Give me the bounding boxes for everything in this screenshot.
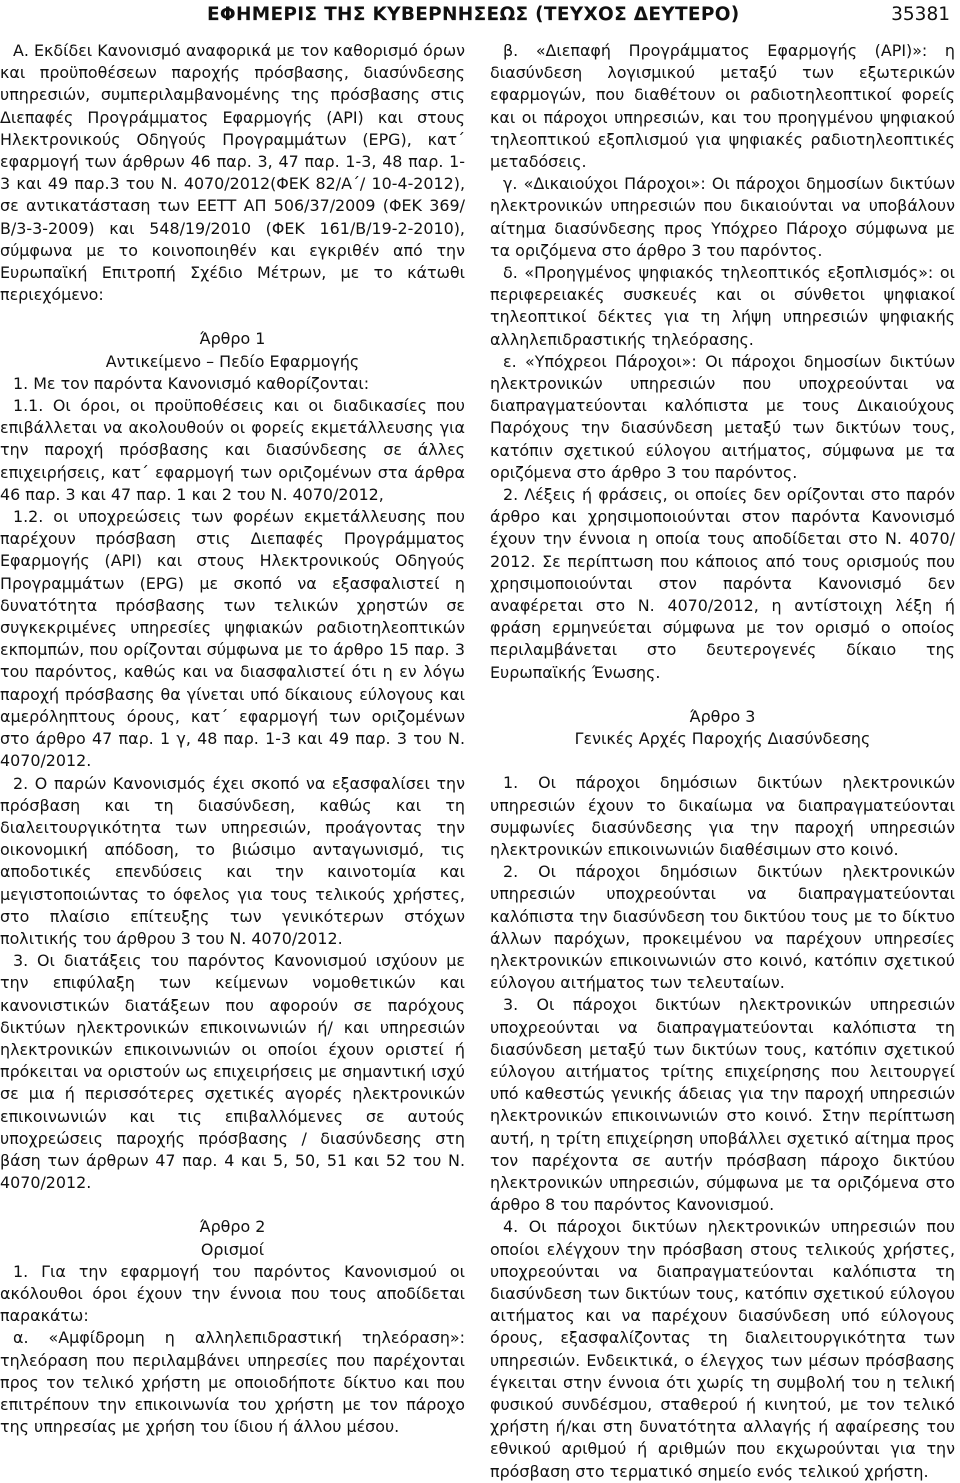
definition-b: β. «Διεπαφή Προγράμματος Εφαρμογής (API)»: η διασύνδεση λογισμικού μεταξύ των εξωτερικών εφαρμογών, που διαθέτουν οι ραδιοτηλεοπτικοί φορείς και οι πάροχοι υπηρεσιών, και του προηγμένου ψηφιακού τηλεοπτικού εξοπλισμού για ψηφιακές ραδιοτηλεοπτικές μεταδόσεις. xyxy=(490,41,955,172)
definition-c: γ. «Δικαιούχοι Πάροχοι»: Οι πάροχοι δημοσίων δικτύων ηλεκτρονικών υπηρεσιών που δικαιούνται να υποβάλουν αίτημα διασύνδεσης προς Υπόχρεο Πάροχο σύμφωνα με τα οριζόμενα στο άρθρο 3 του παρόντος. xyxy=(490,174,955,260)
article-1-subtitle: Αντικείμενο – Πεδίο Εφαρμογής xyxy=(105,351,360,371)
definition-a: α. «Αμφίδρομη η αλληλεπιδραστική τηλεόραση»: τηλεόραση που περιλαμβάνει υπηρεσίες που παρέχονται προς τον τελικό χρήστη με οποιοδήποτε δίκτυο και που επιτρέπουν την επικοινωνία του χρήστη με τον πάροχο της υπηρεσίας με χρήση του ίδιου ή άλλου μέσου. xyxy=(0,1328,465,1437)
article-2-title: Άρθρο 2 xyxy=(199,1217,266,1237)
article-1-paragraph-3: 3. Οι διατάξεις του παρόντος Κανονισμού ισχύουν με την επιφύλαξη των κείμενων νομοθετικών και κανονιστικών διατάξεων που αφορούν σε παρόχους δικτύων ηλεκτρονικών επικοινωνιών ή/ και υπηρεσιών ηλεκτρονικών επικοινωνιών οι οποίοι έχουν οριστεί ή πρόκειται να οριστούν ως επιχειρήσεις με σημαντική ισχύ σε μια ή περισσότερες σχετικές αγορές ηλεκτρονικών επικοινωνιών και τις επιβαλλόμενες σε αυτούς υποχρεώσεις παροχής πρόσβασης / διασύνδεσης στη βάση των άρθρων 47 παρ. 4 και 5, 50, 51 και 52 του Ν. 4070/2012. xyxy=(0,951,465,1193)
article-2-subtitle: Ορισμοί xyxy=(200,1239,265,1259)
article-3-paragraph-4: 4. Οι πάροχοι δικτύων ηλεκτρονικών υπηρεσιών που οποίοι ελέγχουν την πρόσβαση στους τελικούς χρήστες, υποχρεούνται να διαπραγματεύονται καλόπιστα τη διασύνδεση των δικτύων τους, κατόπιν σχετικού εύλογου αιτήματος και να παρέχουν διασύνδεση υπό εύλογους όρους, εξασφαλίζοντας τη διαλειτουργικότητα των υπηρεσιών. Ενδεικτικά, ο έλεγχος των μέσων πρόσβασης έγκειται στην έννοια ότι χωρίς τη συμβολή του η τελική φυσικού συνδέσμου, σταθερού ή κινητού, με τον τελικό χρήστη ή/και στη δυνατότητα αλλαγής ή αφαίρεσης του εθνικού αριθμού ή αριθμών που εκχωρούνται για την πρόσβαση στο τερματικό σημείο ενός τελικού χρήστη. xyxy=(490,1217,955,1481)
right-column xyxy=(490,40,955,1483)
article-1-paragraph-1: 1. Με τον παρόντα Κανονισμό καθορίζονται: xyxy=(13,373,370,393)
intro-paragraph: Α. Εκδίδει Κανονισμό αναφορικά με τον καθορισμό όρων και προϋποθέσεων παροχής πρόσβασης, διασύνδεσης υπηρεσιών, συμπεριλαμβανομένης της πρόσβασης στις Διεπαφές Προγράμματος Εφαρμογής (API) και στους Ηλεκτρονικούς Οδηγούς Προγραμμάτων (EPG), κατ΄ εφαρμογή των άρθρων 46 παρ. 3, 47 παρ. 1-3, 48 παρ. 1-3 και 49 παρ.3 του Ν. 4070/2012(ΦΕΚ 82/Α΄/ 10-4-2012), σε αντικατάσταση των ΕΕΤΤ ΑΠ 506/37/2009 (ΦΕΚ 369/Β/3-3-2009) και 548/19/2010 (ΦΕΚ 161/Β/19-2-2010), σύμφωνα με το κοινοποιηθέν και εγκριθέν από την Ευρωπαϊκή Επιτροπή Σχέδιο Μέτρων, με το κάτωθι περιεχόμενο: xyxy=(0,41,465,305)
definition-d: δ. «Προηγμένος ψηφιακός τηλεοπτικός εξοπλισμός»: οι περιφερειακές συσκευές και οι σύνθετοι ψηφιακοί τηλεοπτικοί δέκτες για τη λήψη υπηρεσιών ψηφιακής αλληλεπιδραστικής τηλεόρασης. xyxy=(490,263,955,349)
definition-e: ε. «Υπόχρεοι Πάροχοι»: Οι πάροχοι δημοσίων δικτύων ηλεκτρονικών υπηρεσιών που υποχρεούνται να διαπραγματεύονται καλόπιστα με τους Δικαιούχους Παρόχους την διασύνδεση μεταξύ των δικτύων τους, κατόπιν σχετικού εύλογου αιτήματος, σύμφωνα με τα οριζόμενα στο άρθρο 3 του παρόντος. xyxy=(490,351,955,482)
article-1-paragraph-1-1: 1.1. Οι όροι, οι προϋποθέσεις και οι διαδικασίες που επιβάλλεται να ακολουθούν οι φορείς εκμετάλλευσης για την παροχή πρόσβασης και διασύνδεσης σε άλλες επιχειρήσεις, κατ΄ εφαρμογή των οριζομένων στα άρθρα 46 παρ. 3 και 47 παρ. 1 και 2 του Ν. 4070/2012, xyxy=(0,396,465,504)
article-3-title: Άρθρο 3 xyxy=(689,706,756,726)
article-2-paragraph-2: 2. Λέξεις ή φράσεις, οι οποίες δεν ορίζονται στο παρόν άρθρο και χρησιμοποιούνται στον παρόντα Κανονισμό έχουν την έννοια η οποία τους αποδίδεται στο Ν. 4070/ 2012. Σε περίπτωση που κάποιος από τους ορισμούς που χρησιμοποιούνται στον παρόντα Κανονισμό δεν αναφέρεται στο Ν. 4070/2012, η αντίστοιχη λέξη ή φράση ερμηνεύεται σύμφωνα με τον ορισμό ο οποίος περιλαμβάνεται στο δευτερογενές δίκαιο της Ευρωπαϊκής Ένωσης. xyxy=(490,485,955,682)
gazette-title: ΕΦΗΜΕΡΙΣ ΤΗΣ ΚΥΒΕΡΝΗΣΕΩΣ (ΤΕΥΧΟΣ ΔΕΥΤΕΡΟ) xyxy=(207,4,740,25)
article-1-title: Άρθρο 1 xyxy=(199,329,266,349)
article-1-paragraph-2: 2. Ο παρών Κανονισμός έχει σκοπό να εξασφαλίσει την πρόσβαση και τη διασύνδεση, καθώς και τη διαλειτουργικότητα των υπηρεσιών, προάγοντας την οικονομική απόδοση, το βιώσιμο ανταγωνισμό, τις αποδοτικές επενδύσεις και την καινοτομία και μεγιστοποιώντας το όφελος για τους τελικούς χρήστες, στο πλαίσιο επίτευξης των γενικότερων στόχων πολιτικής του άρθρου 3 του Ν. 4070/2012. xyxy=(0,773,465,948)
article-3-subtitle: Γενικές Αρχές Παροχής Διασύνδεσης xyxy=(574,729,871,749)
article-1-paragraph-1-2: 1.2. οι υποχρεώσεις των φορέων εκμετάλλευσης που παρέχουν πρόσβαση στις Διεπαφές Προγράμματος Εφαρμογής (API) και στους Ηλεκτρονικούς Οδηγούς Προγραμμάτων (EPG) με σκοπό να εξασφαλιστεί η δυνατότητα πρόσβασης των τελικών χρηστών σε συγκεκριμένες υπηρεσίες ψηφιακών ραδιοτηλεοπτικών εκπομπών, που ορίζονται σύμφωνα με το άρθρο 15 παρ. 3 του παρόντος, καθώς και να διασφαλιστεί ότι η εν λόγω παροχή πρόσβασης θα γίνεται υπό δίκαιους εύλογους και αμερόληπτους όρους, κατ΄ εφαρμογή των οριζομένων στο άρθρο 47 παρ. 1 γ, 48 παρ. 1-3 και 49 παρ. 3 του Ν. 4070/2012. xyxy=(0,507,465,771)
page-header xyxy=(0,0,960,34)
article-3-paragraph-2: 2. Οι πάροχοι δημόσιων δικτύων ηλεκτρονικών υπηρεσιών υποχρεούνται να διαπραγματεύονται καλόπιστα την διασύνδεση του δικτύου τους με το δίκτυο άλλων παρόχων, προκειμένου να παρέχουν υπηρεσίες ηλεκτρονικών επικοινωνιών στο κοινό, κατόπιν σχετικού εύλογου αιτήματος των τελευταίων. xyxy=(490,862,955,993)
page-number: 35381 xyxy=(891,4,950,25)
left-column xyxy=(0,40,465,1438)
article-2-paragraph-1: 1. Για την εφαρμογή του παρόντος Κανονισμού οι ακόλουθοι όροι έχουν την έννοια που τους αποδίδεται παρακάτω: xyxy=(0,1261,465,1326)
article-3-paragraph-1: 1. Οι πάροχοι δημόσιων δικτύων ηλεκτρονικών υπηρεσιών έχουν το δικαίωμα να διαπραγματεύονται συμφωνίες διασύνδεσης για την παροχή υπηρεσιών ηλεκτρονικών επικοινωνιών διαθέσιμων στο κοινό. xyxy=(490,773,955,859)
article-3-paragraph-3: 3. Οι πάροχοι δικτύων ηλεκτρονικών υπηρεσιών υποχρεούνται να διαπραγματεύονται καλόπιστα τη διασύνδεση μεταξύ των δικτύων τους, κατόπιν σχετικού εύλογου αιτήματος τρίτης επιχείρησης που λειτουργεί υπό καθεστώς γενικής άδειας για την παροχή υπηρεσιών ηλεκτρονικών επικοινωνιών στο κοινό. Στην περίπτωση αυτή, η τρίτη επιχείρηση υποβάλλει σχετικό αίτημα προς τον παρέχοντα σε αυτήν πρόσβαση πάροχο δικτύου ηλεκτρονικών υπηρεσιών, σύμφωνα με τα οριζόμενα στο άρθρο 8 του παρόντος Κανονισμού. xyxy=(490,995,955,1215)
